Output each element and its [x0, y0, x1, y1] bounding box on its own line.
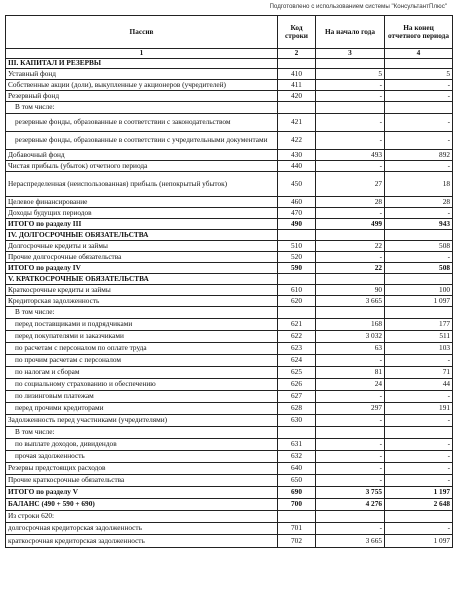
- col-header-code: Код строки: [278, 16, 316, 49]
- table-row: [6, 463, 453, 475]
- table-row: [6, 132, 453, 150]
- row-code: 650: [278, 475, 316, 487]
- row-code: 421: [278, 114, 316, 132]
- row-code: 610: [278, 285, 316, 296]
- row-start-value: 81: [316, 367, 385, 379]
- row-code: 420: [278, 91, 316, 102]
- row-end-value: -: [385, 439, 453, 451]
- row-start-value: [316, 59, 385, 69]
- table-row: [6, 69, 453, 80]
- row-label: краткосрочная кредиторская задолженность: [6, 535, 278, 548]
- row-label: Прочие краткосрочные обязательства: [6, 475, 278, 487]
- row-label: по прочим расчетам с персоналом: [6, 355, 278, 367]
- row-start-value: [316, 230, 385, 241]
- row-start-value: -: [316, 439, 385, 451]
- col-header-start: На начало года: [316, 16, 385, 49]
- table-row: [6, 285, 453, 296]
- row-label: ИТОГО по разделу V: [6, 487, 278, 499]
- row-start-value: -: [316, 523, 385, 535]
- col-num-4: 4: [385, 49, 453, 59]
- table-row: [6, 319, 453, 331]
- row-label: Нераспределенная (неиспользованная) прибыль (непокрытый убыток): [6, 172, 278, 197]
- row-end-value: [385, 59, 453, 69]
- row-start-value: 3 665: [316, 296, 385, 307]
- col-num-3: 3: [316, 49, 385, 59]
- row-label: долгосрочная кредиторская задолженность: [6, 523, 278, 535]
- row-start-value: -: [316, 132, 385, 150]
- row-end-value: 177: [385, 319, 453, 331]
- table-row: [6, 161, 453, 172]
- row-code: 460: [278, 197, 316, 208]
- row-start-value: -: [316, 391, 385, 403]
- row-end-value: 1 197: [385, 487, 453, 499]
- row-start-value: -: [316, 415, 385, 427]
- row-code: 630: [278, 415, 316, 427]
- row-start-value: 168: [316, 319, 385, 331]
- row-code: 510: [278, 241, 316, 252]
- row-label: В том числе:: [6, 427, 278, 439]
- section-row: [6, 230, 453, 241]
- table-row: [6, 197, 453, 208]
- row-code: 627: [278, 391, 316, 403]
- row-end-value: 18: [385, 172, 453, 197]
- row-end-value: -: [385, 132, 453, 150]
- table-row: [6, 241, 453, 252]
- total-row: [6, 487, 453, 499]
- row-label: Задолженность перед участниками (учредителями): [6, 415, 278, 427]
- row-end-value: 5: [385, 69, 453, 80]
- row-code: 622: [278, 331, 316, 343]
- table-row: [6, 91, 453, 102]
- row-end-value: 1 097: [385, 296, 453, 307]
- row-label: прочая задолженность: [6, 451, 278, 463]
- row-label: III. КАПИТАЛ И РЕЗЕРВЫ: [6, 59, 278, 69]
- row-end-value: [385, 102, 453, 114]
- row-start-value: -: [316, 80, 385, 91]
- row-start-value: 24: [316, 379, 385, 391]
- row-start-value: -: [316, 252, 385, 263]
- row-start-value: 297: [316, 403, 385, 415]
- row-code: 625: [278, 367, 316, 379]
- row-code: 470: [278, 208, 316, 219]
- table-row: [6, 150, 453, 161]
- row-label: Прочие долгосрочные обязательства: [6, 252, 278, 263]
- row-start-value: 3 665: [316, 535, 385, 548]
- row-start-value: 90: [316, 285, 385, 296]
- row-start-value: 22: [316, 263, 385, 274]
- row-code: 450: [278, 172, 316, 197]
- row-code: 490: [278, 219, 316, 230]
- table-row: [6, 367, 453, 379]
- total-row: [6, 263, 453, 274]
- row-end-value: 892: [385, 150, 453, 161]
- row-start-value: -: [316, 208, 385, 219]
- row-start-value: [316, 307, 385, 319]
- row-code: 640: [278, 463, 316, 475]
- row-label: по лизинговым платежам: [6, 391, 278, 403]
- table-row: [6, 307, 453, 319]
- table-row: [6, 439, 453, 451]
- row-end-value: 943: [385, 219, 453, 230]
- row-label: Чистая прибыль (убыток) отчетного периода: [6, 161, 278, 172]
- row-label: IV. ДОЛГОСРОЧНЫЕ ОБЯЗАТЕЛЬСТВА: [6, 230, 278, 241]
- row-start-value: 22: [316, 241, 385, 252]
- row-end-value: 508: [385, 263, 453, 274]
- row-label: по налогам и сборам: [6, 367, 278, 379]
- row-start-value: 27: [316, 172, 385, 197]
- col-num-2: 2: [278, 49, 316, 59]
- row-start-value: [316, 427, 385, 439]
- col-num-1: 1: [6, 49, 278, 59]
- row-start-value: 63: [316, 343, 385, 355]
- row-end-value: [385, 230, 453, 241]
- row-code: 621: [278, 319, 316, 331]
- row-end-value: -: [385, 475, 453, 487]
- table-row: [6, 355, 453, 367]
- row-start-value: 4 276: [316, 499, 385, 511]
- row-code: 410: [278, 69, 316, 80]
- table-row: [6, 208, 453, 219]
- row-end-value: [385, 274, 453, 285]
- row-end-value: -: [385, 355, 453, 367]
- table-row: [6, 475, 453, 487]
- row-code: 700: [278, 499, 316, 511]
- row-start-value: -: [316, 451, 385, 463]
- row-end-value: [385, 427, 453, 439]
- row-label: по расчетам с персоналом по оплате труда: [6, 343, 278, 355]
- row-label: Уставный фонд: [6, 69, 278, 80]
- row-code: [278, 511, 316, 523]
- row-label: по выплате доходов, дивидендов: [6, 439, 278, 451]
- row-label: ИТОГО по разделу III: [6, 219, 278, 230]
- row-start-value: -: [316, 114, 385, 132]
- row-code: 626: [278, 379, 316, 391]
- row-start-value: [316, 274, 385, 285]
- table-row: [6, 80, 453, 91]
- row-end-value: -: [385, 161, 453, 172]
- row-label: перед поставщиками и подрядчиками: [6, 319, 278, 331]
- row-code: 631: [278, 439, 316, 451]
- row-end-value: 191: [385, 403, 453, 415]
- row-start-value: 3 032: [316, 331, 385, 343]
- row-code: 690: [278, 487, 316, 499]
- table-row: [6, 296, 453, 307]
- row-code: [278, 230, 316, 241]
- row-start-value: 499: [316, 219, 385, 230]
- row-label: Собственные акции (доли), выкупленные у акционеров (учредителей): [6, 80, 278, 91]
- row-label: Добавочный фонд: [6, 150, 278, 161]
- table-row: [6, 403, 453, 415]
- row-end-value: -: [385, 451, 453, 463]
- header-num-row: [6, 49, 453, 59]
- col-header-liability: Пассив: [6, 16, 278, 49]
- row-label: резервные фонды, образованные в соответствии с законодательством: [6, 114, 278, 132]
- row-end-value: [385, 511, 453, 523]
- row-code: 440: [278, 161, 316, 172]
- row-end-value: -: [385, 415, 453, 427]
- col-header-end: На конец отчетного периода: [385, 16, 453, 49]
- table-row: [6, 102, 453, 114]
- section-row: [6, 274, 453, 285]
- row-end-value: 100: [385, 285, 453, 296]
- row-start-value: 28: [316, 197, 385, 208]
- top-note: Подготовлено с использованием системы "КонсультантПлюс": [269, 3, 447, 10]
- table-row: [6, 451, 453, 463]
- row-end-value: -: [385, 114, 453, 132]
- table-row: [6, 427, 453, 439]
- row-label: V. КРАТКОСРОЧНЫЕ ОБЯЗАТЕЛЬСТВА: [6, 274, 278, 285]
- row-code: 422: [278, 132, 316, 150]
- row-label: Целевое финансирование: [6, 197, 278, 208]
- row-label: Резервный фонд: [6, 91, 278, 102]
- table-row: [6, 252, 453, 263]
- total-row: [6, 219, 453, 230]
- table-row: [6, 172, 453, 197]
- row-code: 411: [278, 80, 316, 91]
- row-start-value: -: [316, 161, 385, 172]
- header-row: [6, 16, 453, 49]
- table-row: [6, 391, 453, 403]
- row-code: [278, 59, 316, 69]
- row-code: 430: [278, 150, 316, 161]
- row-label: перед прочими кредиторами: [6, 403, 278, 415]
- row-end-value: 2 648: [385, 499, 453, 511]
- table-row: [6, 379, 453, 391]
- table-row: [6, 415, 453, 427]
- row-label: БАЛАНС (490 + 590 + 690): [6, 499, 278, 511]
- row-code: 520: [278, 252, 316, 263]
- row-start-value: [316, 511, 385, 523]
- row-label: ИТОГО по разделу IV: [6, 263, 278, 274]
- row-start-value: 493: [316, 150, 385, 161]
- row-label: Кредиторская задолженность: [6, 296, 278, 307]
- row-start-value: -: [316, 463, 385, 475]
- row-end-value: -: [385, 91, 453, 102]
- row-start-value: 5: [316, 69, 385, 80]
- row-code: 623: [278, 343, 316, 355]
- row-end-value: [385, 307, 453, 319]
- row-code: [278, 427, 316, 439]
- row-code: 632: [278, 451, 316, 463]
- row-end-value: 71: [385, 367, 453, 379]
- row-label: Из строки 620:: [6, 511, 278, 523]
- balance-table: [5, 15, 453, 548]
- row-end-value: 44: [385, 379, 453, 391]
- row-code: 701: [278, 523, 316, 535]
- row-end-value: -: [385, 523, 453, 535]
- row-start-value: -: [316, 475, 385, 487]
- row-end-value: -: [385, 463, 453, 475]
- row-code: 628: [278, 403, 316, 415]
- row-end-value: -: [385, 252, 453, 263]
- row-end-value: -: [385, 391, 453, 403]
- row-label: В том числе:: [6, 102, 278, 114]
- table-row: [6, 331, 453, 343]
- row-label: Резервы предстоящих расходов: [6, 463, 278, 475]
- row-label: Краткосрочные кредиты и займы: [6, 285, 278, 296]
- row-code: [278, 307, 316, 319]
- row-label: В том числе:: [6, 307, 278, 319]
- row-start-value: [316, 102, 385, 114]
- row-end-value: -: [385, 80, 453, 91]
- row-start-value: -: [316, 91, 385, 102]
- row-end-value: 28: [385, 197, 453, 208]
- row-code: 624: [278, 355, 316, 367]
- table-row: [6, 523, 453, 535]
- row-end-value: 511: [385, 331, 453, 343]
- row-end-value: -: [385, 208, 453, 219]
- row-label: по социальному страхованию и обеспечению: [6, 379, 278, 391]
- row-label: Долгосрочные кредиты и займы: [6, 241, 278, 252]
- row-code: [278, 102, 316, 114]
- total-row: [6, 499, 453, 511]
- table-row: [6, 511, 453, 523]
- row-code: 620: [278, 296, 316, 307]
- table-row: [6, 343, 453, 355]
- row-label: Доходы будущих периодов: [6, 208, 278, 219]
- row-code: 590: [278, 263, 316, 274]
- row-end-value: 103: [385, 343, 453, 355]
- row-end-value: 1 097: [385, 535, 453, 548]
- row-end-value: 508: [385, 241, 453, 252]
- table-row: [6, 535, 453, 548]
- row-code: [278, 274, 316, 285]
- row-label: резервные фонды, образованные в соответствии с учредительными документами: [6, 132, 278, 150]
- row-code: 702: [278, 535, 316, 548]
- table-row: [6, 114, 453, 132]
- row-label: перед покупателями и заказчиками: [6, 331, 278, 343]
- row-start-value: -: [316, 355, 385, 367]
- row-start-value: 3 755: [316, 487, 385, 499]
- section-row: [6, 59, 453, 69]
